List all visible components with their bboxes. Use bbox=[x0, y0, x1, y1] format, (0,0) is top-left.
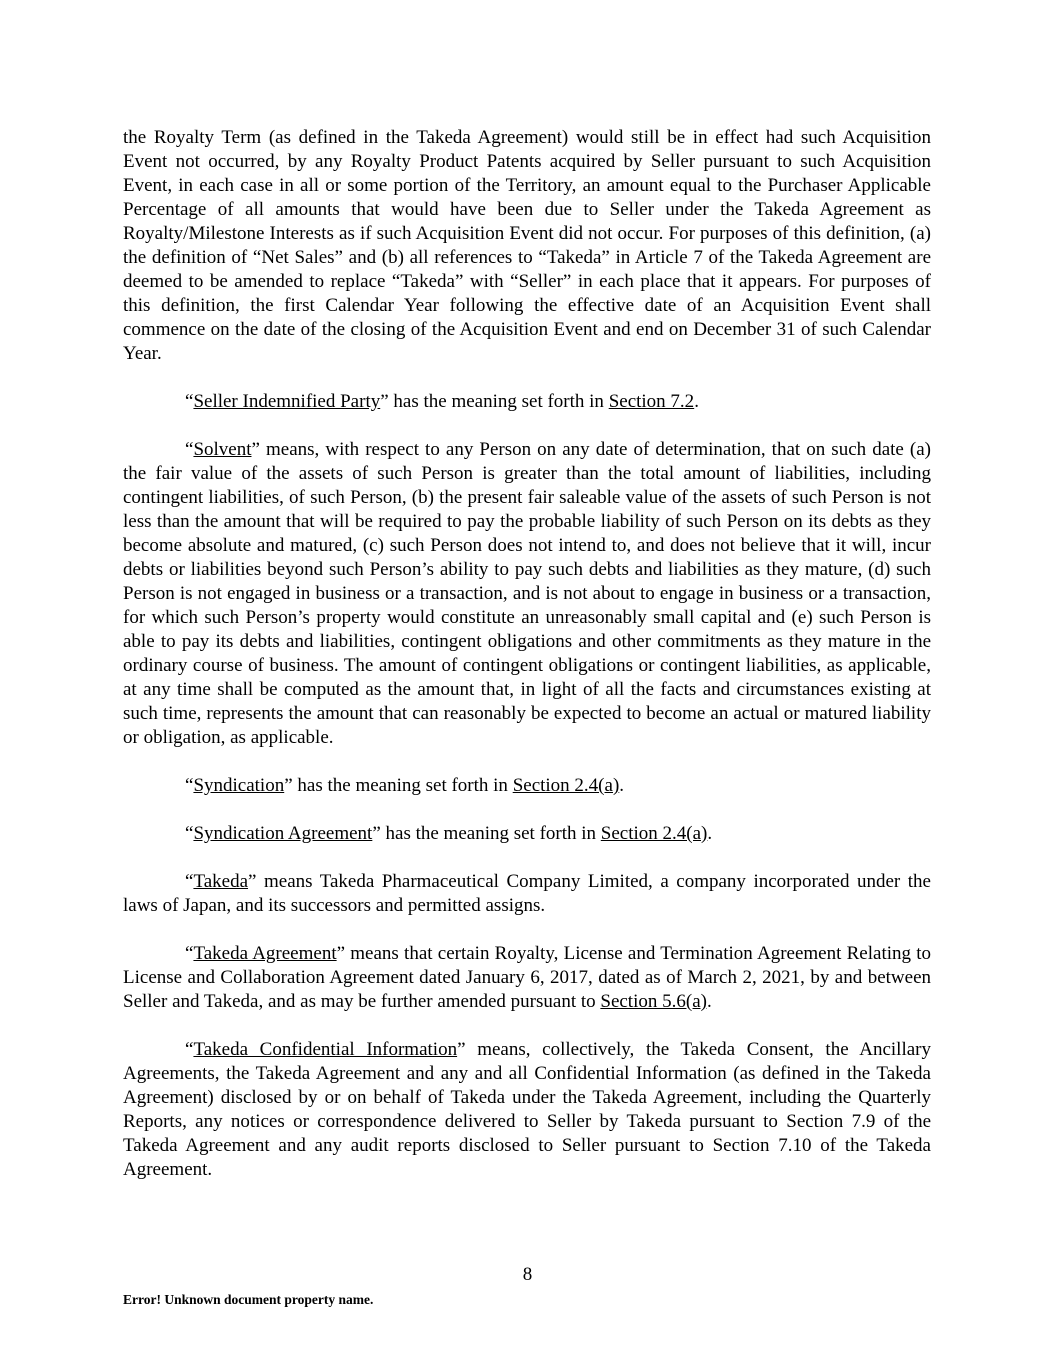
text-run: . bbox=[619, 775, 625, 796]
text-run: . bbox=[707, 823, 713, 844]
footer-error-note: Error! Unknown document property name. bbox=[123, 1292, 374, 1307]
text-run: “ bbox=[185, 823, 194, 844]
paragraph bbox=[123, 1038, 931, 1182]
defined-term: Takeda Confidential Information bbox=[193, 1039, 458, 1060]
text-run: “ bbox=[185, 871, 194, 892]
text-run: “ bbox=[185, 439, 194, 460]
text-run: “ bbox=[185, 1039, 194, 1060]
paragraph bbox=[123, 126, 931, 366]
text-run: ” means that certain Royalty, License and Termination Agreement Relating to License and Collaboration Agreement dated January 6, 2017, dated as of March 2, 2021, by and between Seller and Takeda, and as may be further amended pursuant to bbox=[123, 943, 932, 1012]
defined-term: Section 2.4(a) bbox=[600, 823, 708, 844]
text-run: ” has the meaning set forth in bbox=[284, 775, 513, 796]
text-run: . bbox=[694, 391, 699, 412]
defined-term: Syndication Agreement bbox=[193, 823, 373, 844]
text-run: “ bbox=[185, 391, 194, 412]
defined-term: Takeda Agreement bbox=[193, 943, 337, 964]
text-run: “ bbox=[185, 775, 194, 796]
text-run: ” has the meaning set forth in bbox=[380, 391, 609, 412]
paragraph bbox=[123, 438, 931, 750]
paragraph bbox=[123, 774, 931, 798]
paragraph bbox=[123, 822, 931, 846]
defined-term: Solvent bbox=[193, 439, 252, 460]
defined-term: Takeda bbox=[193, 871, 249, 892]
defined-term: Section 5.6(a) bbox=[600, 991, 707, 1012]
paragraph bbox=[123, 390, 931, 414]
text-run: ” has the meaning set forth in bbox=[372, 823, 601, 844]
text-run: “ bbox=[185, 943, 194, 964]
paragraph bbox=[123, 870, 931, 918]
defined-term: Section 2.4(a) bbox=[512, 775, 620, 796]
text-run: ” means, collectively, the Takeda Consent, the Ancillary Agreements, the Takeda Agreement and any and all Confidential Information (as defined in the Takeda Agreement) disclosed by or on behalf of Takeda under the Takeda Agreement, including the Quarterly Reports, any notices or correspondence delivered to Seller by Takeda pursuant to Section 7.9 of the Takeda Agreement and any audit reports disclosed to Seller pursuant to Section 7.10 of the Takeda Agreement. bbox=[123, 1039, 932, 1180]
text-run: the Royalty Term (as defined in the Takeda Agreement) would still be in effect had such Acquisition Event not occurred, by any Royalty Product Patents acquired by Seller pursuant to such Acquisition Event, in each case in all or some portion of the Territory, an amount equal to the Purchaser Applicable Percentage of all amounts that would have been due to Seller under the Takeda Agreement as Royalty/Milestone Interests as if such Acquisition Event did not occur. For purposes of this definition, (a) the definition of “Net Sales” and (b) all references to “Takeda” in Article 7 of the Takeda Agreement are deemed to be amended to replace “Takeda” with “Seller” in each place that it appears. For purposes of this definition, the first Calendar Year following the effective date of an Acquisition Event shall commence on the date of the closing of the Acquisition Event and end on December 31 of such Calendar Year. bbox=[123, 127, 931, 364]
defined-term: Syndication bbox=[193, 775, 285, 796]
text-run: ” means Takeda Pharmaceutical Company Limited, a company incorporated under the laws of Japan, and its successors and permitted assigns. bbox=[123, 871, 931, 916]
defined-term: Seller Indemnified Party bbox=[193, 391, 381, 412]
page-number: 8 bbox=[522, 1264, 533, 1285]
text-run: ” means, with respect to any Person on any date of determination, that on such date (a) the fair value of the assets of such Person is greater than the total amount of liabilities, including contingent liabilities, of such Person, (b) the present fair saleable value of the assets of such Person is not less than the amount that will be required to pay the probable liability of such Person on its debts as they become absolute and matured, (c) such Person does not intend to, and does not believe that it will, incur debts or liabilities beyond such Person’s ability to pay such debts and liabilities as they mature, (d) such Person is not engaged in business or a transaction, and is not about to engage in business or a transaction, for which such Person’s property would constitute an unreasonably small capital and (e) such Person is able to pay its debts and liabilities, contingent obligations and other commitments as they mature in the ordinary course of business. The amount of contingent obligations or contingent liabilities, as applicable, at any time shall be computed as the amount that, in light of all the facts and circumstances existing at such time, represents the amount that can reasonably be expected to become an actual or matured liability or obligation, as applicable. bbox=[123, 439, 931, 748]
document-body bbox=[123, 126, 931, 1206]
text-run: . bbox=[706, 991, 712, 1012]
paragraph bbox=[123, 942, 931, 1014]
defined-term: Section 7.2 bbox=[608, 391, 695, 412]
